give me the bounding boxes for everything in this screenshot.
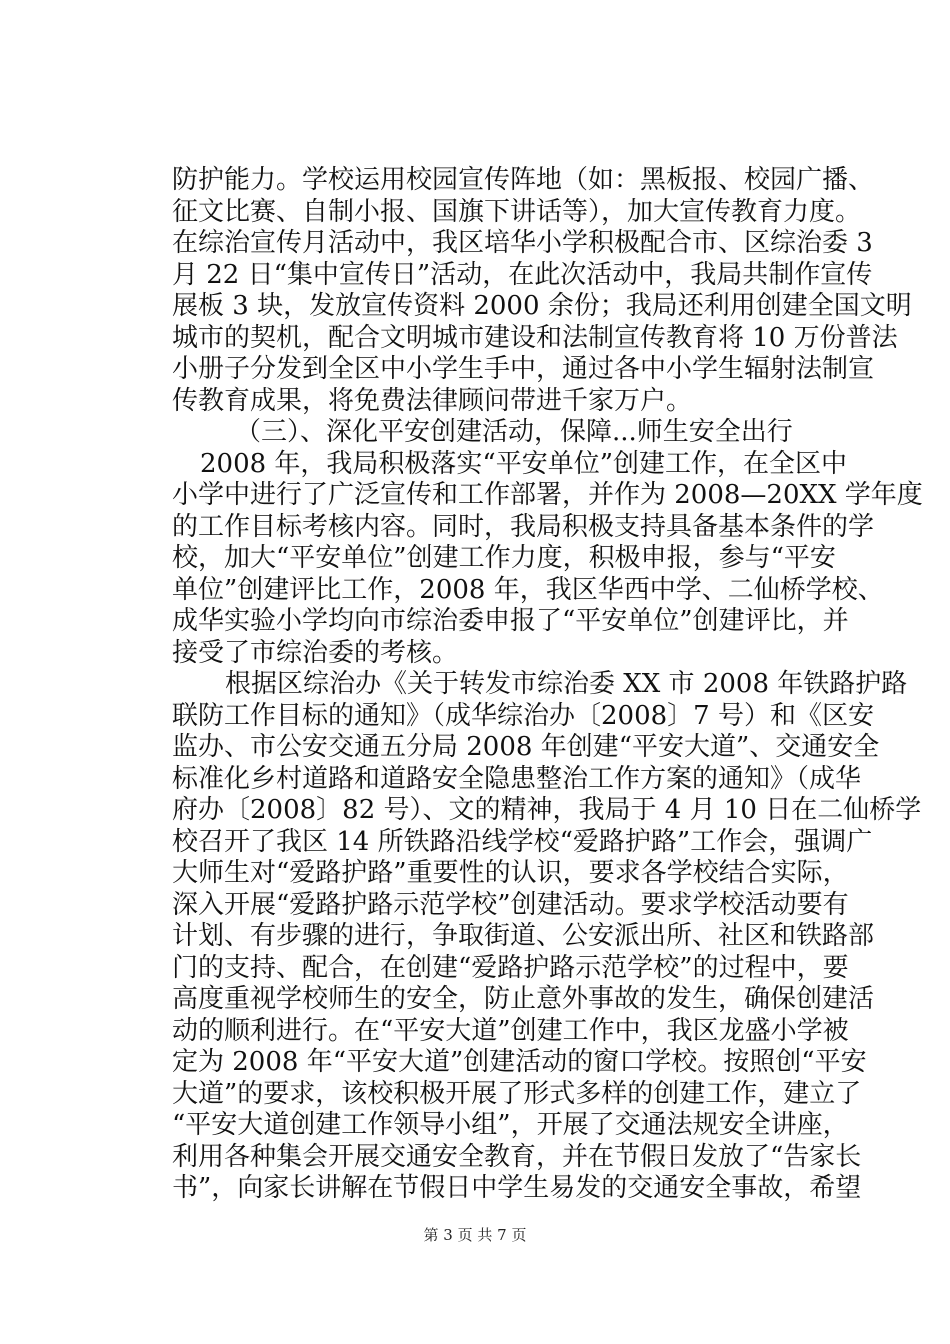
text-line: 府办〔2008〕82 号）、文的精神，我局于 4 月 10 日在二仙桥学 — [172, 795, 922, 825]
text-line: 大道”的要求，该校积极开展了形式多样的创建工作，建立了 — [172, 1078, 862, 1109]
text-line: 高度重视学校师生的安全，防止意外事故的发生，确保创建活 — [172, 984, 875, 1014]
text-line: “平安大道创建工作领导小组”，开展了交通法规安全讲座， — [172, 1110, 849, 1140]
text-line: 接受了市综治委的考核。 — [172, 637, 459, 668]
text-line: 征文比赛、自制小报、国旗下讲话等），加大宣传教育力度。 — [172, 196, 862, 227]
text-line: 门的支持、配合，在创建“爱路护路示范学校”的过程中，要 — [172, 952, 849, 983]
text-line: 定为 2008 年“平安大道”创建活动的窗口学校。按照创“平安 — [172, 1047, 867, 1077]
text-line: 校，加大“平安单位”创建工作力度，积极申报，参与“平安 — [172, 543, 836, 573]
text-line: 传教育成果，将免费法律顾问带进千家万户。 — [172, 385, 693, 416]
text-line: 成华实验小学均向市综治委申报了“平安单位”创建评比，并 — [172, 606, 849, 636]
text-line: 深入开展“爱路护路示范学校”创建活动。要求学校活动要有 — [172, 889, 849, 920]
text-line: 动的顺利进行。在“平安大道”创建工作中，我区龙盛小学被 — [172, 1015, 849, 1046]
text-line: 城市的契机，配合文明城市建设和法制宣传教育将 10 万份普法 — [172, 322, 898, 353]
text-line: 书”，向家长讲解在节假日中学生易发的交通安全事故，希望 — [172, 1173, 862, 1203]
text-line: 展板 3 块，发放宣传资料 2000 余份；我局还利用创建全国文明 — [172, 291, 912, 321]
section-heading: （三）、深化平安创建活动，保障...师生安全出行 — [235, 417, 793, 447]
text-line: 利用各种集会开展交通安全教育，并在节假日发放了“告家长 — [172, 1141, 862, 1172]
text-line: 单位”创建评比工作，2008 年，我区华西中学、二仙桥学校、 — [172, 574, 884, 605]
paragraph-first-line: 2008 年，我局积极落实“平安单位”创建工作，在全区中 — [200, 448, 848, 479]
text-line: 小学中进行了广泛宣传和工作部署，并作为 2008—20XX 学年度 — [172, 480, 923, 510]
text-line: 防护能力。学校运用校园宣传阵地（如：黑板报、校园广播、 — [172, 165, 875, 195]
text-line: 联防工作目标的通知》（成华综治办〔2008〕7 号）和《区安 — [172, 700, 874, 731]
text-line: 的工作目标考核内容。同时，我局积极支持具备基本条件的学 — [172, 511, 875, 542]
text-line: 校召开了我区 14 所铁路沿线学校“爱路护路”工作会，强调广 — [172, 826, 873, 857]
text-line: 计划、有步骤的进行，争取街道、公安派出所、社区和铁路部 — [172, 921, 875, 951]
text-line: 大师生对“爱路护路”重要性的认识，要求各学校结合实际， — [172, 858, 849, 888]
text-line: 月 22 日“集中宣传日”活动，在此次活动中，我局共制作宣传 — [172, 259, 873, 290]
text-line: 标准化乡村道路和道路安全隐患整治工作方案的通知》（成华 — [172, 763, 862, 794]
text-line: 小册子分发到全区中小学生手中，通过各中小学生辐射法制宣 — [172, 354, 875, 384]
paragraph-first-line: 根据区综治办《关于转发市综治委 XX 市 2008 年铁路护路 — [225, 669, 908, 699]
text-line: 监办、市公安交通五分局 2008 年创建“平安大道”、交通安全 — [172, 732, 880, 762]
page-footer: 第 3 页 共 7 页 — [423, 1225, 527, 1244]
text-line: 在综治宣传月活动中，我区培华小学积极配合市、区综治委 3 — [172, 228, 873, 258]
